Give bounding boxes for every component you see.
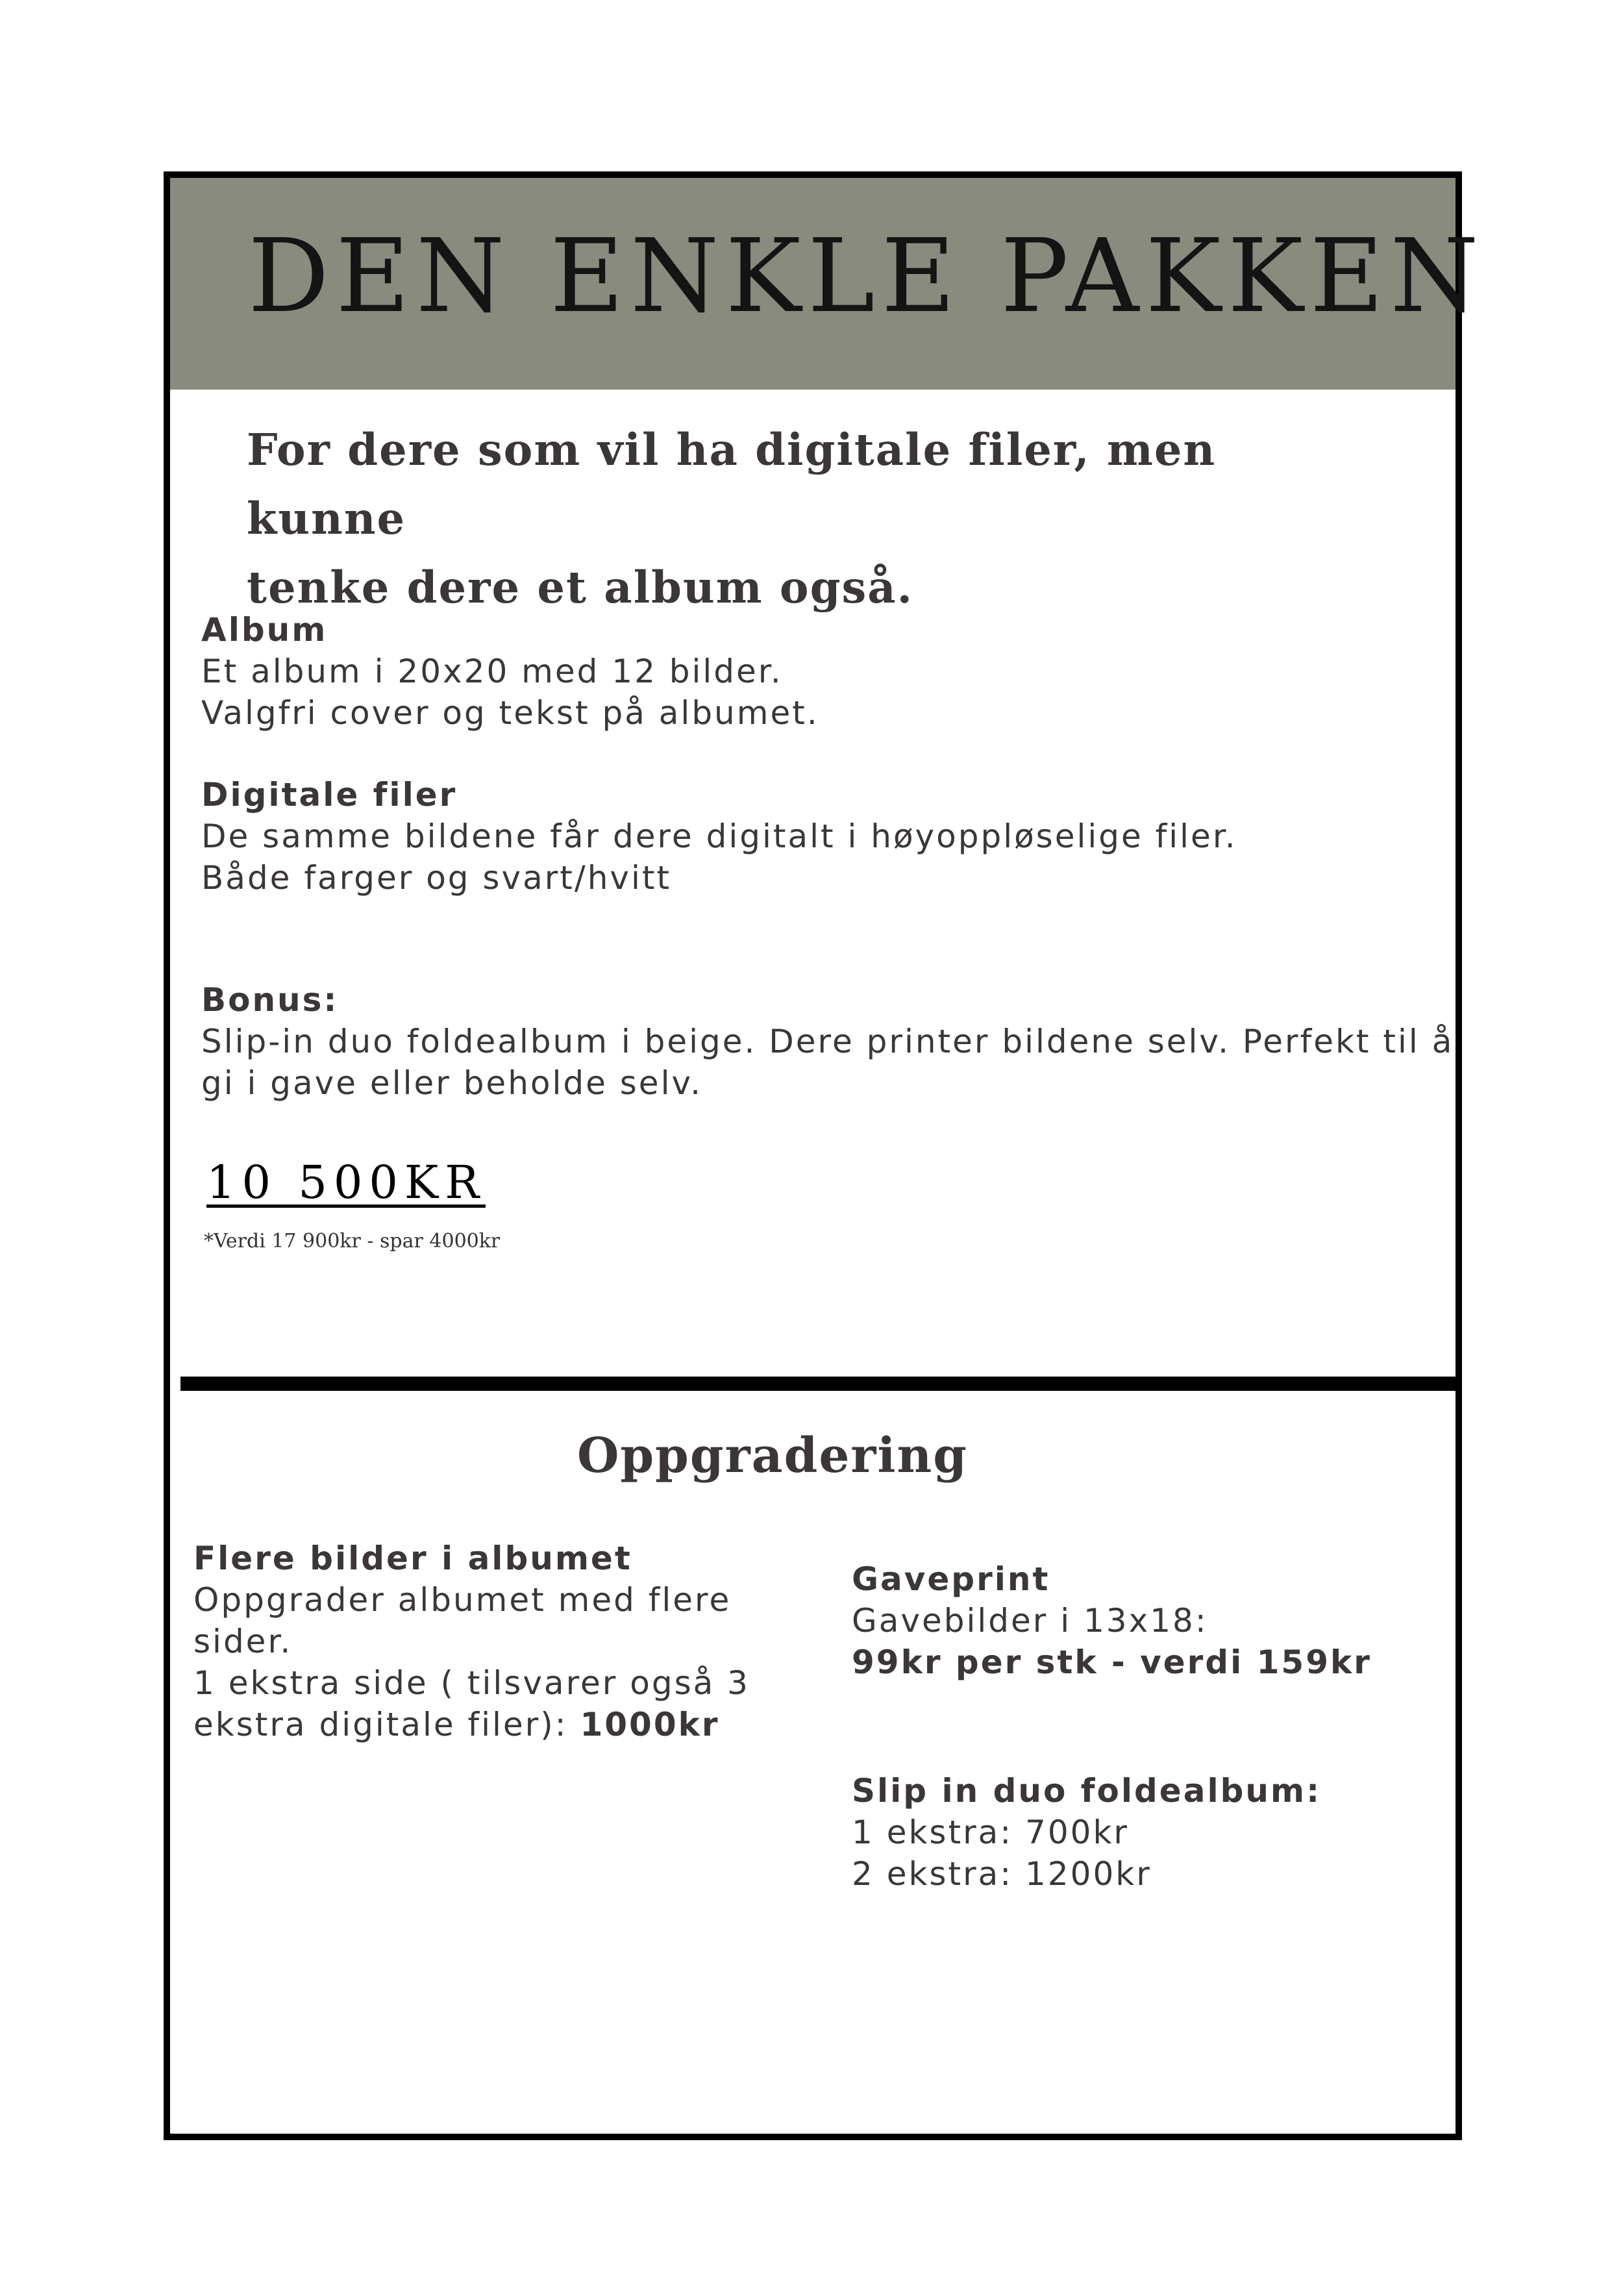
album-heading: Album bbox=[201, 611, 328, 649]
more-photos-heading: Flere bilder i albumet bbox=[193, 1540, 632, 1577]
more-photos-line: Oppgrader albumet med flere bbox=[193, 1581, 732, 1619]
digital-files-line: Både farger og svart/hvitt bbox=[201, 859, 672, 897]
more-photos-line: 1 ekstra side ( tilsvarer også 3 bbox=[193, 1664, 750, 1702]
gift-print-section bbox=[852, 1558, 1372, 1683]
gift-print-heading: Gaveprint bbox=[852, 1560, 1050, 1598]
album-line: Et album i 20x20 med 12 bilder. bbox=[201, 653, 783, 690]
upgrade-title: Oppgradering bbox=[576, 1428, 969, 1484]
digital-files-heading: Digitale filer bbox=[201, 776, 458, 814]
slip-in-heading: Slip in duo foldealbum: bbox=[852, 1772, 1322, 1810]
intro-text bbox=[247, 416, 1350, 622]
gift-print-price: 99kr per stk - verdi 159kr bbox=[852, 1643, 1372, 1681]
album-section bbox=[201, 609, 819, 734]
gift-print-line: Gavebilder i 13x18: bbox=[852, 1602, 1208, 1640]
bonus-heading: Bonus: bbox=[201, 981, 339, 1019]
more-photos-price: 1000kr bbox=[580, 1706, 720, 1743]
intro-line: For dere som vil ha digitale filer, men kunne bbox=[247, 424, 1217, 544]
more-photos-price-prefix: ekstra digitale filer): bbox=[193, 1706, 580, 1743]
slip-in-line: 1 ekstra: 700kr bbox=[852, 1814, 1129, 1851]
section-divider bbox=[180, 1377, 1456, 1391]
digital-files-section bbox=[201, 774, 1237, 899]
page-title: DEN ENKLE PAKKEN bbox=[248, 217, 1485, 335]
digital-files-line: De samme bildene får dere digitalt i høyoppløselige filer. bbox=[201, 817, 1237, 855]
bonus-line: Slip-in duo foldealbum i beige. Dere printer bildene selv. Perfekt til å bbox=[201, 1023, 1454, 1060]
album-line: Valgfri cover og tekst på albumet. bbox=[201, 694, 819, 732]
intro-line: tenke dere et album også. bbox=[247, 562, 913, 613]
price-note: *Verdi 17 900kr - spar 4000kr bbox=[204, 1230, 501, 1253]
slip-in-line: 2 ekstra: 1200kr bbox=[852, 1855, 1152, 1893]
package-price: 10 500KR bbox=[206, 1156, 486, 1209]
more-photos-line: sider. bbox=[193, 1623, 293, 1660]
slip-in-section bbox=[852, 1770, 1321, 1895]
bonus-line: gi i gave eller beholde selv. bbox=[201, 1064, 703, 1102]
more-photos-price-line bbox=[193, 1704, 750, 1745]
more-photos-section bbox=[193, 1538, 750, 1745]
bonus-section bbox=[201, 979, 1454, 1104]
